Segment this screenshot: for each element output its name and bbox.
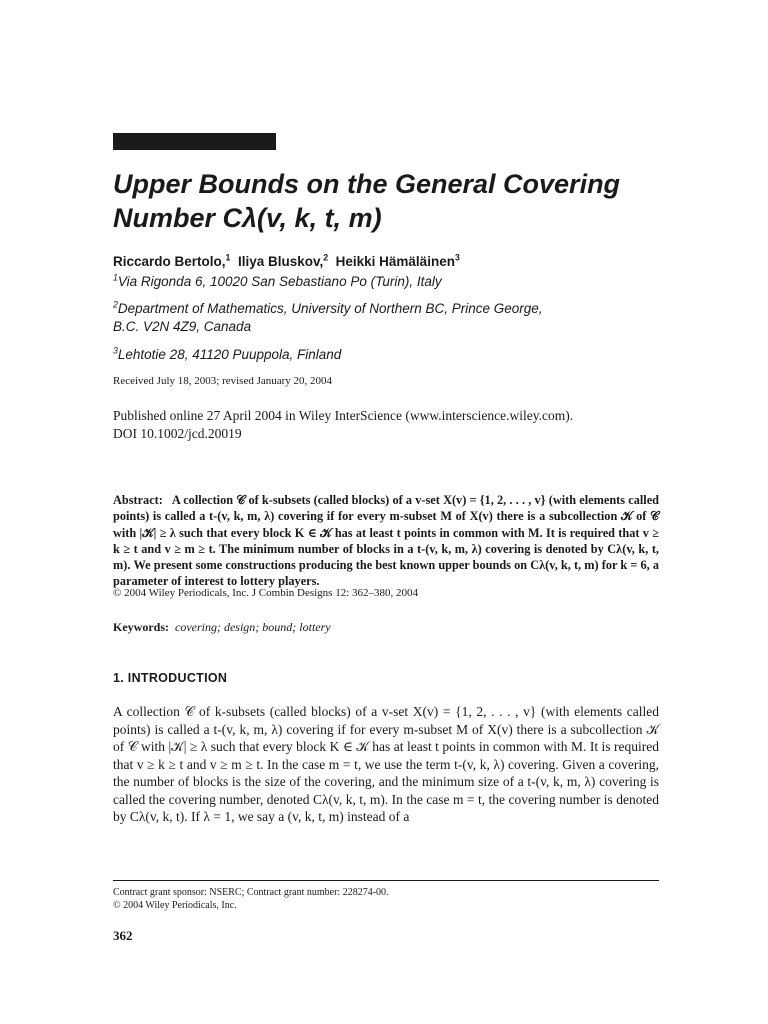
published-online: Published online 27 April 2004 in Wiley InterScience (www.interscience.wiley.com). xyxy=(113,408,574,423)
paper-title xyxy=(113,167,673,235)
footnote-divider xyxy=(113,880,659,881)
title-line-2: Number Cλ(v, k, t, m) xyxy=(113,203,382,233)
abstract xyxy=(113,492,659,590)
keywords-label: Keywords: xyxy=(113,620,169,634)
doi: DOI 10.1002/jcd.20019 xyxy=(113,426,242,441)
page-number: 362 xyxy=(113,928,133,943)
abstract-text: A collection 𝒞 of k-subsets (called blocks) of a v-set X(v) = {1, 2, . . . , v} (with elements called points) is called a t-(v, k, m, λ) covering if for every m-subset M of X(v) there is a subcollection 𝒦 of 𝒞 with |𝒦| ≥ λ such that every block K ∈ 𝒦 has at least t points in common with M. It is required that v ≥ k ≥ t and v ≥ m ≥ t. The minimum number of blocks in a t-(v, k, m, λ) covering is denoted by Cλ(v, k, t, m). We present some constructions producing the best known upper bounds on Cλ(v, k, t, m) for k = 6, a parameter of interest to lottery players. xyxy=(113,493,659,589)
keywords-text: covering; design; bound; lottery xyxy=(175,620,331,634)
abstract-copyright: © 2004 Wiley Periodicals, Inc. J Combin Designs 12: 362–380, 2004 xyxy=(113,587,418,599)
affiliation-3: $^3$Lehtotie 28, 41120 Puuppola, Finland xyxy=(113,345,342,362)
affiliation-1: $^1$Via Rigonda 6, 10020 San Sebastiano Po (Turin), Italy xyxy=(113,272,442,289)
copyright-footnote: © 2004 Wiley Periodicals, Inc. xyxy=(113,900,237,911)
intro-paragraph: A collection 𝒞 of k-subsets (called blocks) of a v-set X(v) = {1, 2, . . . , v} (with elements called points) is called a t-(v, k, m, λ) covering if for every m-subset M of X(v) there is a subcollection 𝒦 of 𝒞 with |𝒦| ≥ λ such that every block K ∈ 𝒦 has at least t points in common with M. It is required that v ≥ k ≥ t and v ≥ m ≥ t. In the case m = t, we use the term t-(v, k, λ) covering. Given a covering, the number of blocks is the size of the covering, and the minimum size of a t-(v, k, m, λ) covering is called the covering number, denoted Cλ(v, k, t, m). In the case m = t, the covering number is denoted by Cλ(v, k, t). If λ = 1, we say a (v, k, t, m) instead of a xyxy=(113,704,659,824)
grant-footnote: Contract grant sponsor: NSERC; Contract grant number: 228274-00. xyxy=(113,887,389,898)
section-heading: 1. INTRODUCTION xyxy=(113,671,228,685)
received-date: Received July 18, 2003; revised January 20, 2004 xyxy=(113,375,333,387)
keywords xyxy=(113,620,331,635)
author-2: Iliya Bluskov,$^2$ xyxy=(237,252,329,269)
author-1: Riccardo Bertolo,$^1$ xyxy=(113,252,231,269)
header-bar xyxy=(113,133,276,150)
affiliation-2: $^2$Department of Mathematics, University of Northern BC, Prince George, B.C. V2N 4Z9, Canada xyxy=(113,299,543,334)
abstract-label: Abstract: xyxy=(113,493,163,507)
author-list xyxy=(113,254,460,269)
footnote xyxy=(113,886,389,912)
author-3: Heikki Hämäläinen$^3$ xyxy=(335,252,460,269)
title-line-1: Upper Bounds on the General Covering xyxy=(113,169,621,199)
publication-info xyxy=(113,407,653,443)
